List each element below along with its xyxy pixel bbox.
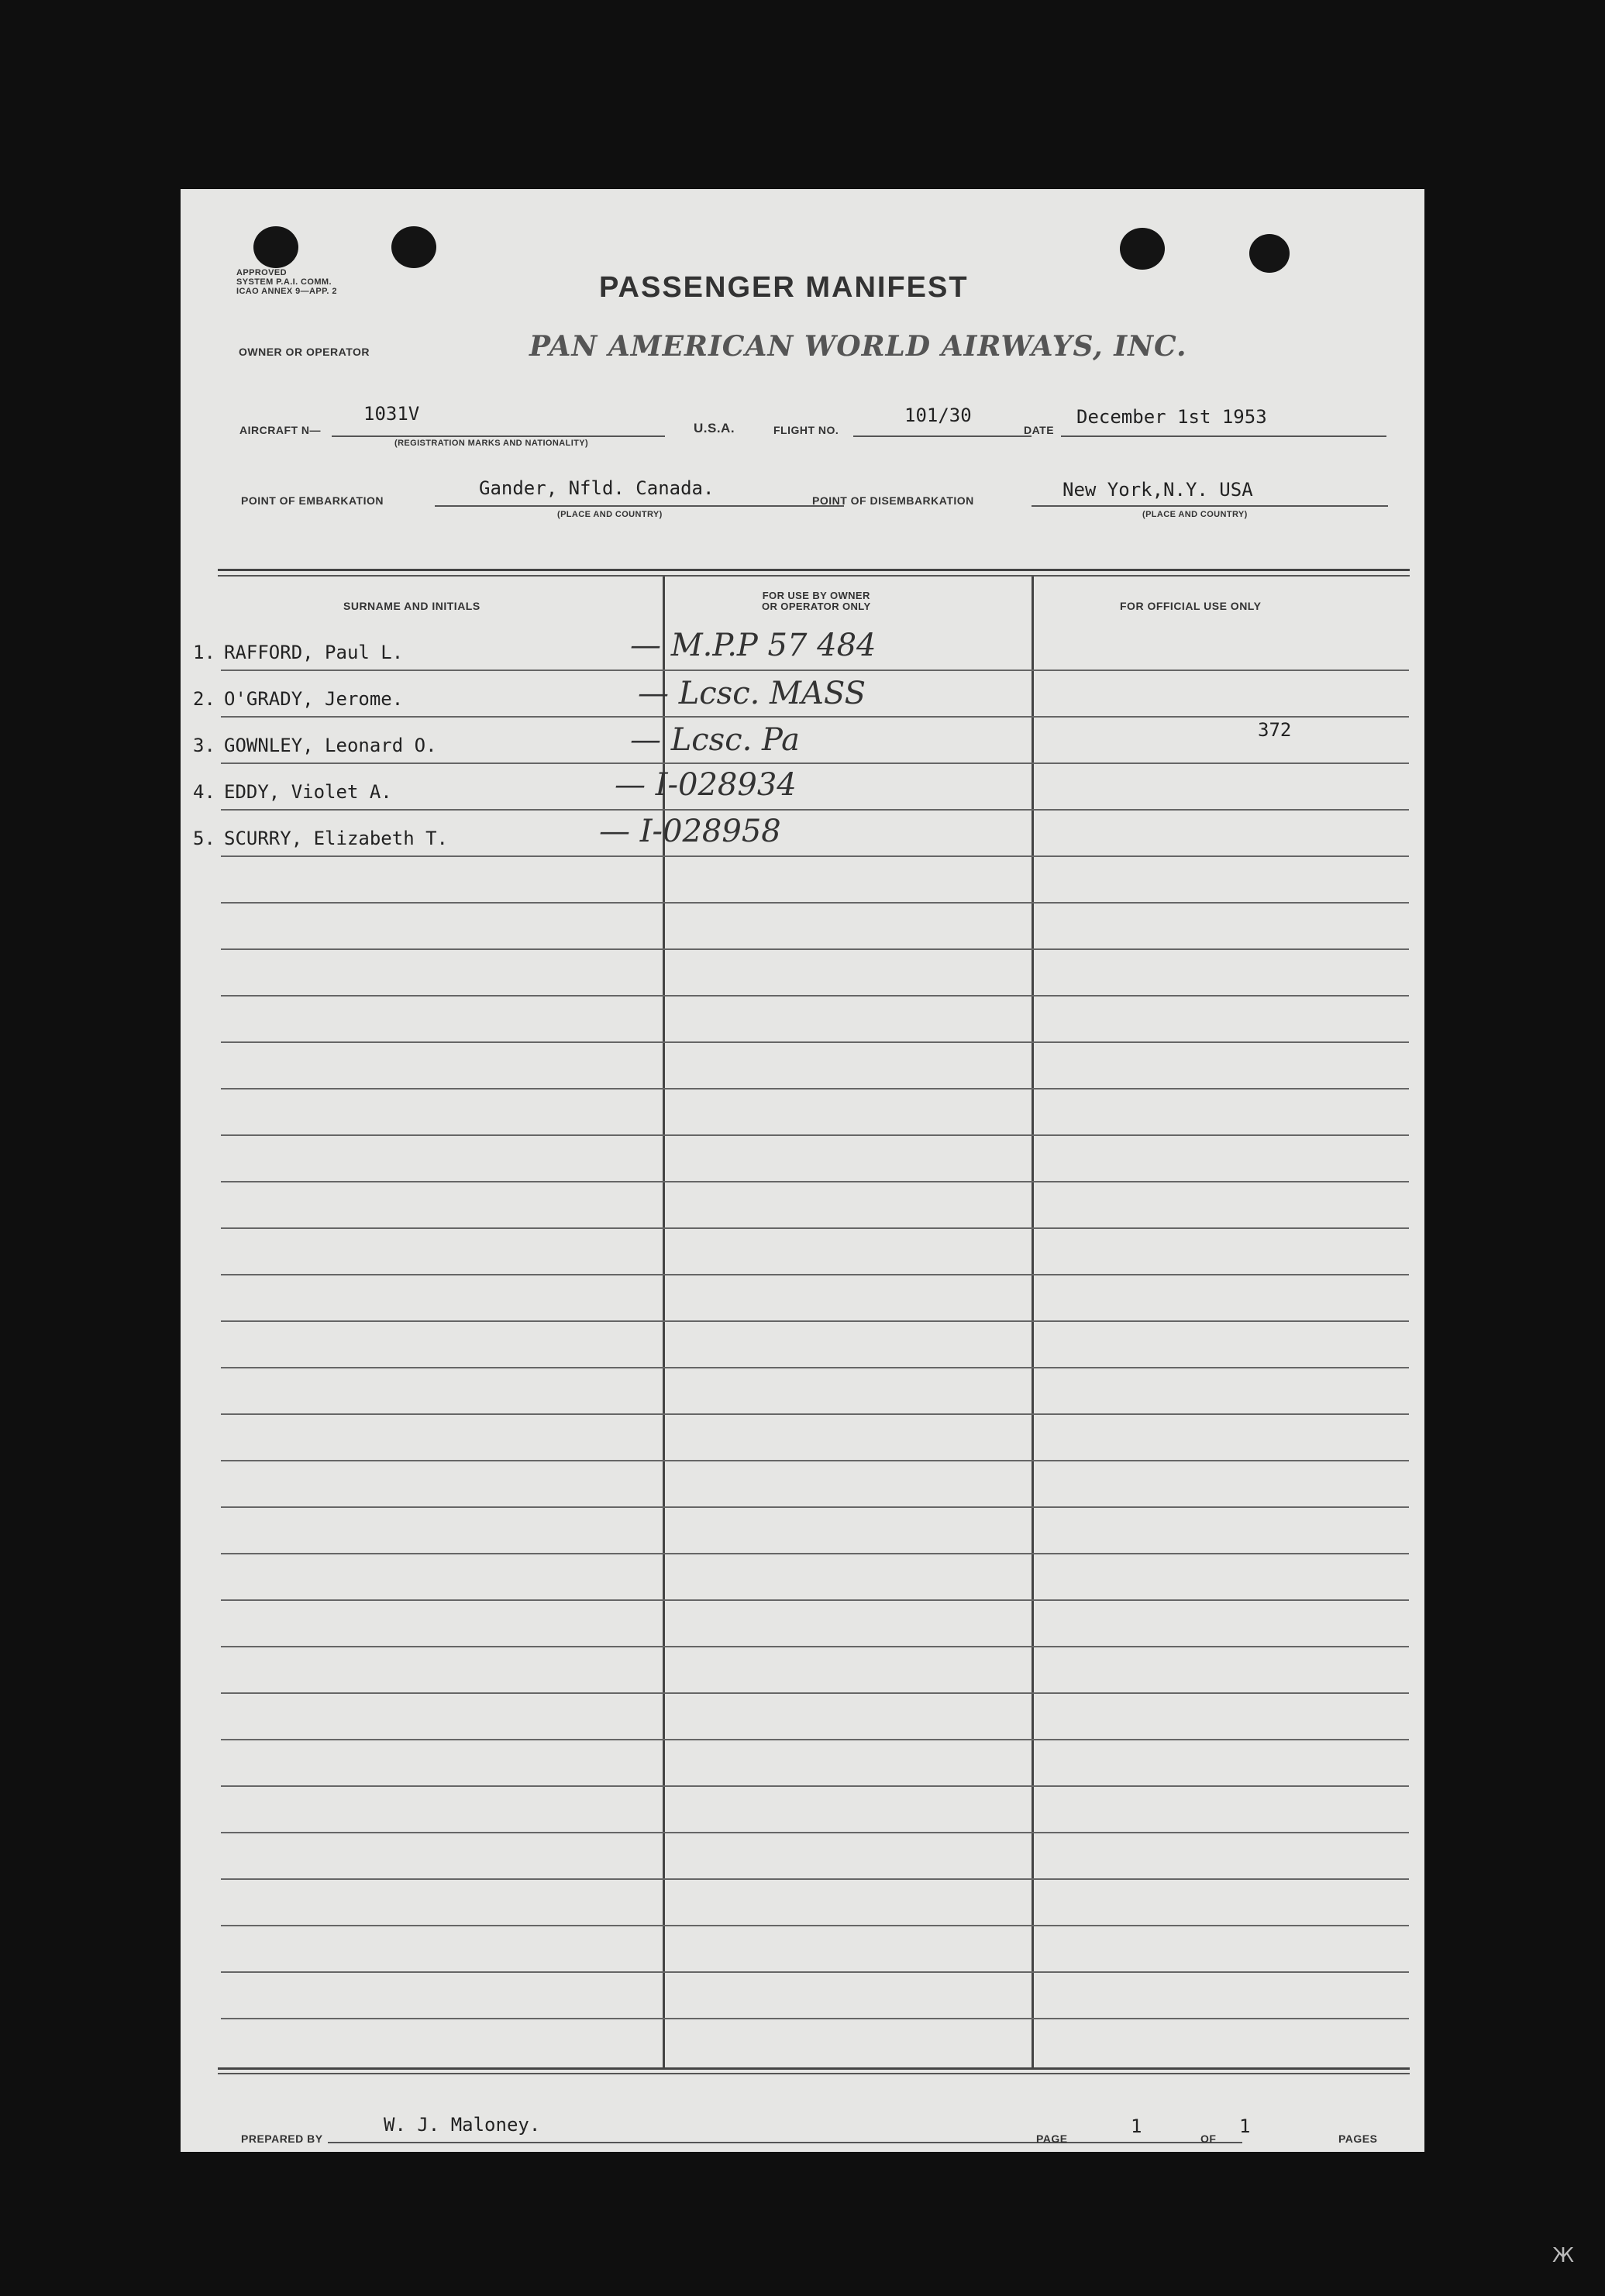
owner-note: — I-028934 (615, 767, 797, 803)
disembarkation-label: POINT OF DISEMBARKATION (812, 494, 974, 507)
row-rule (221, 948, 1409, 950)
usa-label: U.S.A. (694, 421, 735, 435)
approval-stamp (236, 268, 337, 296)
row-rule (221, 1925, 1409, 1926)
owner-label: OWNER OR OPERATOR (239, 346, 370, 358)
prepared-value: W. J. Maloney. (384, 2114, 541, 2136)
column-header-surname: SURNAME AND INITIALS (343, 600, 480, 612)
row-rule (221, 1367, 1409, 1368)
row-rule (221, 809, 1409, 811)
row-rule (221, 902, 1409, 904)
manifest-form (181, 189, 1424, 2152)
row-rule (221, 1599, 1409, 1601)
row-number: 1. (193, 642, 215, 663)
page-value: 1 (1131, 2115, 1142, 2137)
aircraft-label: AIRCRAFT N— (239, 424, 322, 436)
passenger-name: SCURRY, Elizabeth T. (224, 828, 448, 849)
row-rule (221, 1832, 1409, 1833)
row-rule (221, 2018, 1409, 2019)
date-value: December 1st 1953 (1076, 406, 1267, 428)
aircraft-value: 1031V (363, 403, 420, 425)
row-rule (221, 1088, 1409, 1089)
row-rule (221, 1785, 1409, 1787)
header-line: FOR USE BY OWNER (762, 590, 870, 601)
passenger-name: EDDY, Violet A. (224, 781, 392, 803)
row-rule (221, 670, 1409, 671)
column-header-owner-use (762, 590, 871, 612)
page-label: PAGE (1036, 2132, 1068, 2145)
owner-value: PAN AMERICAN WORLD AIRWAYS, INC. (529, 330, 1187, 363)
row-rule (221, 1320, 1409, 1322)
column-divider (1032, 577, 1034, 2067)
embarkation-value: Gander, Nfld. Canada. (479, 477, 715, 499)
embarkation-caption: (PLACE AND COUNTRY) (557, 510, 663, 519)
pages-value: 1 (1239, 2115, 1251, 2137)
row-rule (221, 1692, 1409, 1694)
registration-caption: (REGISTRATION MARKS AND NATIONALITY) (394, 439, 589, 448)
official-entry: 372 (1258, 719, 1292, 741)
flight-value: 101/30 (904, 404, 972, 426)
embarkation-label: POINT OF EMBARKATION (241, 494, 384, 507)
row-rule (221, 1553, 1409, 1554)
prepared-label: PREPARED BY (241, 2132, 323, 2145)
row-rule (221, 1227, 1409, 1229)
row-number: 5. (193, 828, 215, 849)
row-rule (221, 1274, 1409, 1275)
of-label: OF (1200, 2132, 1217, 2145)
row-rule (221, 1181, 1409, 1182)
passenger-name: RAFFORD, Paul L. (224, 642, 404, 663)
punch-hole (253, 226, 298, 268)
row-rule (221, 1878, 1409, 1880)
disembarkation-value: New York,N.Y. USA (1063, 479, 1253, 501)
row-number: 3. (193, 735, 215, 756)
row-number: 2. (193, 688, 215, 710)
row-rule (221, 1413, 1409, 1415)
disembarkation-caption: (PLACE AND COUNTRY) (1142, 510, 1248, 519)
pages-label: PAGES (1338, 2132, 1378, 2145)
passenger-name: O'GRADY, Jerome. (224, 688, 404, 710)
row-rule (221, 716, 1409, 718)
owner-note: — Lcsc. MASS (638, 676, 866, 711)
owner-note: — I-028958 (599, 814, 781, 849)
row-rule (221, 1041, 1409, 1043)
date-label: DATE (1024, 424, 1055, 436)
flight-label: FLIGHT NO. (773, 424, 839, 436)
punch-hole (1249, 234, 1290, 273)
passenger-name: GOWNLEY, Leonard O. (224, 735, 437, 756)
owner-note: — M.P.P 57 484 (630, 628, 877, 663)
punch-hole (1120, 228, 1165, 270)
approval-line: SYSTEM P.A.I. COMM. (236, 277, 332, 287)
page-title: PASSENGER MANIFEST (599, 271, 969, 304)
column-header-official: FOR OFFICIAL USE ONLY (1120, 600, 1262, 612)
header-line: OR OPERATOR ONLY (762, 601, 871, 612)
row-number: 4. (193, 781, 215, 803)
owner-note: — Lcsc. Pa (630, 722, 801, 758)
approval-line: ICAO ANNEX 9—APP. 2 (236, 287, 337, 296)
approval-line: APPROVED (236, 268, 287, 277)
row-rule (221, 855, 1409, 857)
row-rule (221, 1739, 1409, 1740)
row-rule (221, 1134, 1409, 1136)
row-rule (221, 1646, 1409, 1647)
row-rule (221, 1460, 1409, 1461)
row-rule (221, 1971, 1409, 1973)
row-rule (221, 1506, 1409, 1508)
row-rule (221, 995, 1409, 997)
punch-hole (391, 226, 436, 268)
row-rule (221, 762, 1409, 764)
corner-mark: Ж (1552, 2244, 1575, 2267)
